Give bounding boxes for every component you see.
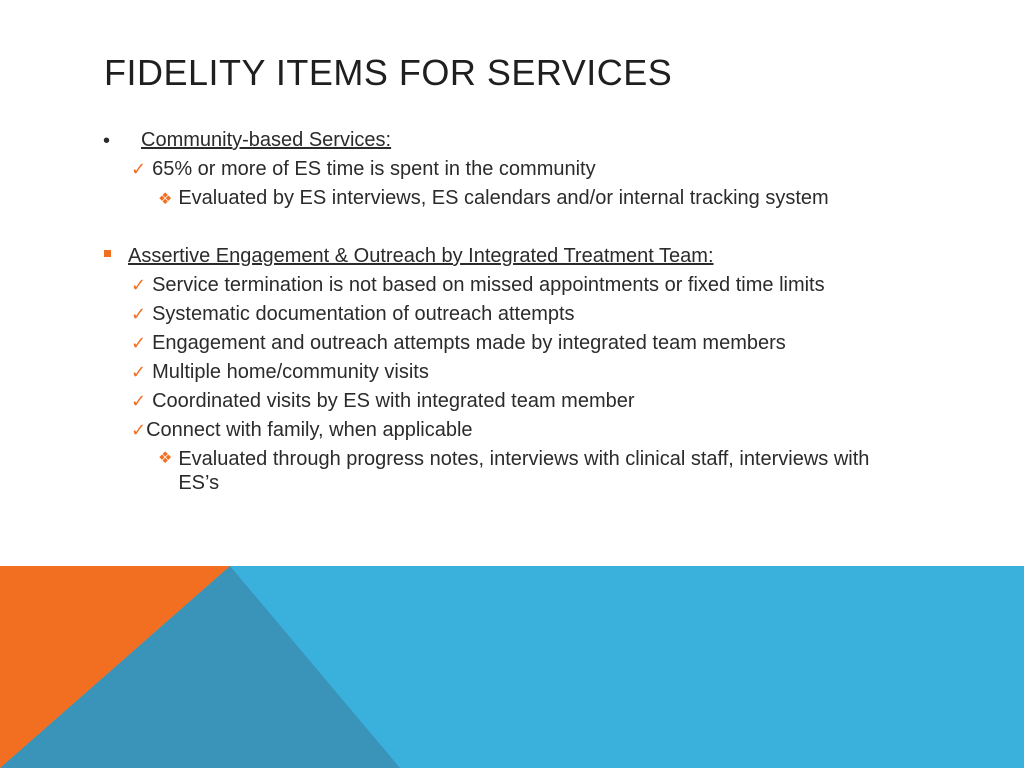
section2-heading: Assertive Engagement & Outreach by Integrated Treatment Team: xyxy=(128,245,714,267)
checkmark-icon: ✓ xyxy=(131,304,147,324)
section2-check-item xyxy=(131,418,473,442)
four-diamond-icon: ❖ xyxy=(158,191,173,208)
check-item-label: Systematic documentation of outreach attempts xyxy=(152,303,575,325)
square-bullet-icon xyxy=(104,250,111,257)
checkmark-icon: ✓ xyxy=(131,159,147,179)
sub-item-label: Evaluated by ES interviews, ES calendars and/or internal tracking system xyxy=(178,187,829,209)
check-item-label: Service termination is not based on missed appointments or fixed time limits xyxy=(152,274,825,296)
check-item-label: Connect with family, when applicable xyxy=(146,419,473,441)
checkmark-icon: ✓ xyxy=(131,391,147,411)
section2-check-item xyxy=(131,389,635,413)
check-item-label: Coordinated visits by ES with integrated team member xyxy=(152,390,635,412)
four-diamond-icon: ❖ xyxy=(158,450,173,467)
section2-check-item xyxy=(131,302,575,326)
footer-decoration xyxy=(0,566,1024,768)
checkmark-icon: ✓ xyxy=(131,420,147,440)
section2-sub-item xyxy=(158,447,898,495)
round-bullet-icon: • xyxy=(103,130,111,152)
section1-heading: Community-based Services: xyxy=(141,129,392,151)
check-item-label: Multiple home/community visits xyxy=(152,361,429,383)
sub-item-label: Evaluated through progress notes, interviews with clinical staff, interviews with ES’s xyxy=(178,448,870,494)
section1-sub-item xyxy=(158,186,829,212)
checkmark-icon: ✓ xyxy=(131,275,147,295)
checkmark-icon: ✓ xyxy=(131,333,147,353)
check-item-label: Engagement and outreach attempts made by integrated team members xyxy=(152,332,786,354)
section2-check-item xyxy=(131,273,825,297)
section2-check-item xyxy=(131,331,786,355)
check-item-label: 65% or more of ES time is spent in the community xyxy=(152,158,596,180)
section1-check-item xyxy=(131,157,596,181)
section2-check-item xyxy=(131,360,429,384)
checkmark-icon: ✓ xyxy=(131,362,147,382)
slide-title: FIDELITY ITEMS FOR SERVICES xyxy=(104,52,673,93)
